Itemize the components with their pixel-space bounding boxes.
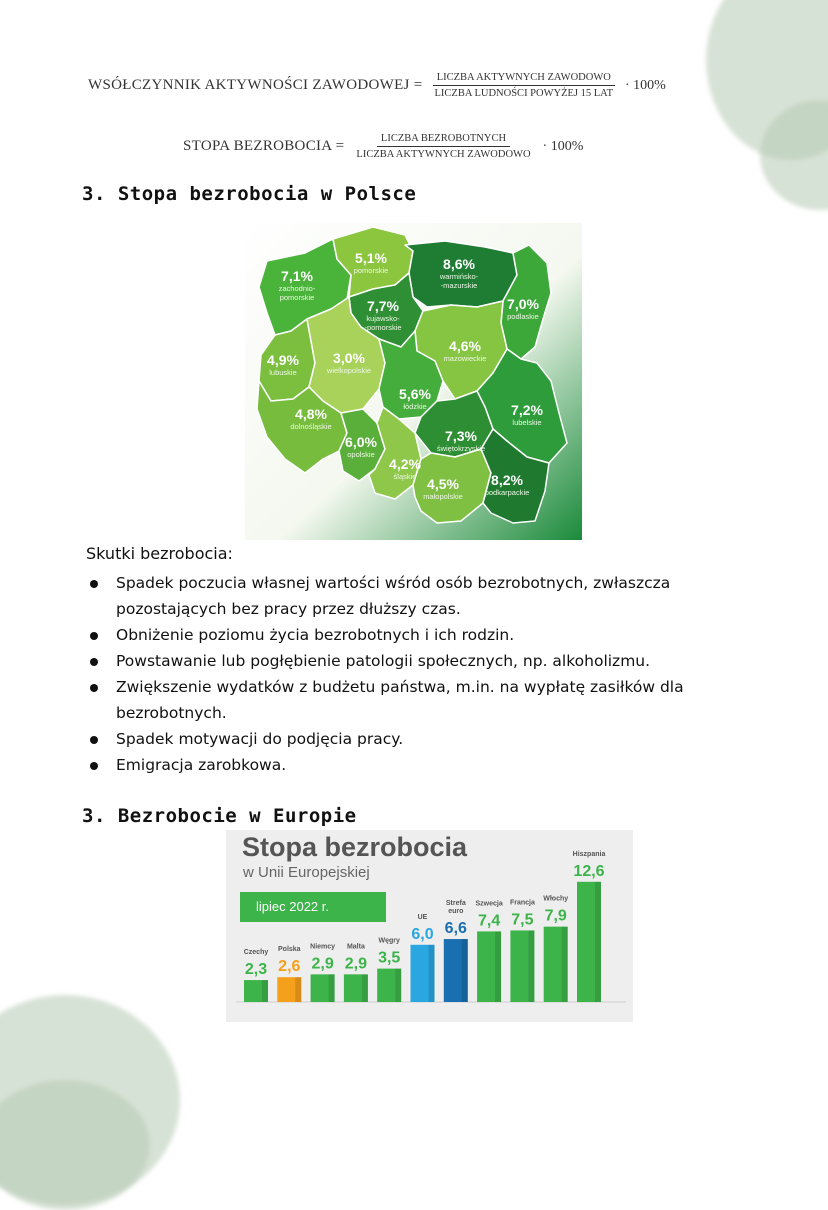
bar-shade [462,939,468,1002]
region-name-wielkopolskie: wielkopolskie [326,366,372,375]
bar-category-label: UE [417,913,428,921]
activity-rate-numerator: LICZBA AKTYWNYCH ZAWODOWO [433,72,615,86]
bar-category-label: Malta [346,943,365,951]
section-heading-poland: 3. Stopa bezrobocia w Polsce [82,183,417,205]
chart-date-badge: lipiec 2022 r. [240,892,386,922]
bar-category-label: euro [448,908,464,916]
unemployment-rate-fraction [352,133,534,160]
effects-list-item: Spadek poczucia własnej wartości wśród osób bezrobotnych, zwłaszcza pozostających bez pracy przez dłuższy czas. [86,570,766,622]
region-name-malopolskie: małopolskie [423,492,463,501]
bar-group [377,938,401,1002]
region-name-lubelskie: lubelskie [512,418,542,427]
unemployment-rate-label: STOPA BEZROBOCIA = [183,138,345,154]
bar-category-label: Strefa [445,900,466,908]
region-value-swietokrzyskie: 7,3% [445,428,477,444]
chart-title: Stopa bezrobocia [242,832,468,862]
region-value-zachodniopomorskie: 7,1% [281,268,313,284]
bar-shade [329,974,335,1002]
region-value-kujawsko-pomorskie: 7,7% [367,298,399,314]
bar-group [475,900,502,1002]
bar-value-label: 7,9 [544,907,567,925]
unemployment-rate-formula [183,133,583,160]
region-value-malopolskie: 4,5% [427,476,459,492]
bar-category-label: Czechy [243,949,269,957]
unemployment-rate-numerator: LICZBA BEZROBOTNYCH [377,133,510,147]
region-name-podkarpackie: podkarpackie [484,488,530,497]
bar-shade [528,930,534,1002]
bar-category-label: Szwecja [475,900,503,908]
region-name-warminsko-mazurskie: -mazurskie [440,281,478,290]
bar-group [573,851,606,1002]
region-name-lodzkie: łódzkie [403,402,427,411]
bar-value-label: 12,6 [573,862,605,880]
region-value-podkarpackie: 8,2% [491,472,523,488]
bar-shade [562,927,568,1002]
unemployment-rate-multiplier: · 100% [542,138,584,154]
bar-group [344,943,368,1002]
bar-shade [362,974,368,1002]
effects-list [86,570,766,778]
region-name-swietokrzyskie: świętokrzyskie [436,444,486,453]
region-name-slaskie: śląskie [393,472,417,481]
bar-shade [595,882,601,1002]
unemployment-rate-denominator: LICZBA AKTYWNYCH ZAWODOWO [356,149,531,160]
region-value-mazowieckie: 4,6% [449,338,481,354]
bar-group [244,949,269,1002]
bar-group [444,900,468,1002]
activity-rate-label: WSÓŁCZYNNIK AKTYWNOŚCI ZAWODOWEJ = [88,77,423,93]
bar-shade [262,980,268,1002]
region-name-warminsko-mazurskie: warmińsko- [439,272,479,281]
activity-rate-multiplier: · 100% [625,77,666,93]
effects-title: Skutki bezrobocia: [86,544,233,563]
effects-list-item: Emigracja zarobkowa. [86,752,766,778]
eu-unemployment-chart [226,830,633,1022]
activity-rate-formula [88,72,666,99]
bar-category-label: Hiszpania [572,850,606,858]
region-name-kujawsko-pomorskie: kujawsko- [366,314,400,323]
bar-value-label: 2,9 [344,955,368,973]
region-name-mazowieckie: mazowieckie [443,354,487,363]
bar-value-label: 6,0 [411,925,434,943]
bar-group [310,943,335,1002]
region-value-lodzkie: 5,6% [399,386,431,402]
bar-value-label: 7,5 [511,911,534,929]
effects-list-item: Spadek motywacji do podjęcia pracy. [86,726,766,752]
bar-group [543,896,568,1002]
bar-value-label: 2,3 [244,961,268,979]
region-name-pomorskie: pomorskie [353,266,389,275]
section-heading-europe: 3. Bezrobocie w Europie [82,805,357,827]
bar-category-label: Włochy [543,895,569,903]
poland-unemployment-map [245,223,582,540]
region-value-lubuskie: 4,9% [267,352,299,368]
region-name-zachodniopomorskie: pomorskie [279,293,315,302]
bar-shade [429,945,435,1002]
bar-value-label: 3,5 [378,949,401,967]
bar-category-label: Polska [278,946,301,954]
region-value-opolskie: 6,0% [345,434,377,450]
region-value-pomorskie: 5,1% [355,250,387,266]
bar-value-label: 2,6 [278,958,301,976]
effects-list-item: Powstawanie lub pogłębienie patologii społecznych, np. alkoholizmu. [86,648,766,674]
chart-subtitle: w Unii Europejskiej [243,864,370,881]
region-name-lubuskie: lubuskie [269,368,297,377]
bar-shade [395,969,401,1002]
poland-map-svg [245,223,582,540]
region-name-dolnoslaskie: dolnośląskie [290,422,332,431]
bar-group [510,899,535,1002]
region-value-wielkopolskie: 3,0% [333,350,365,366]
activity-rate-fraction [431,72,618,99]
activity-rate-denominator: LICZBA LUDNOŚCI POWYŻEJ 15 LAT [434,88,614,99]
bar-value-label: 2,9 [311,955,334,973]
region-value-lubelskie: 7,2% [511,402,543,418]
bar-category-label: Francja [509,899,535,907]
region-name-opolskie: opolskie [347,450,375,459]
region-value-warminsko-mazurskie: 8,6% [443,256,475,272]
effects-list-item: Obniżenie poziomu życia bezrobotnych i ich rodzin. [86,622,766,648]
region-name-kujawsko-pomorskie: -pomorskie [364,323,402,332]
bar-category-label: Węgry [378,937,400,945]
region-value-dolnoslaskie: 4,8% [295,406,327,422]
effects-list-item: Zwiększenie wydatków z budżetu państwa, m.in. na wypłatę zasiłków dla bezrobotnych. [86,674,766,726]
bar-shade [295,977,301,1002]
region-value-podlaskie: 7,0% [507,296,539,312]
bar-group [277,946,301,1002]
bar-category-label: Niemcy [310,943,336,951]
region-name-zachodniopomorskie: zachodnio- [278,284,316,293]
bar-group [411,914,435,1002]
bar-value-label: 6,6 [444,920,467,938]
region-value-slaskie: 4,2% [389,456,421,472]
region-name-podlaskie: podlaskie [507,312,539,321]
bar-shade [495,931,501,1002]
bar-value-label: 7,4 [477,912,501,930]
